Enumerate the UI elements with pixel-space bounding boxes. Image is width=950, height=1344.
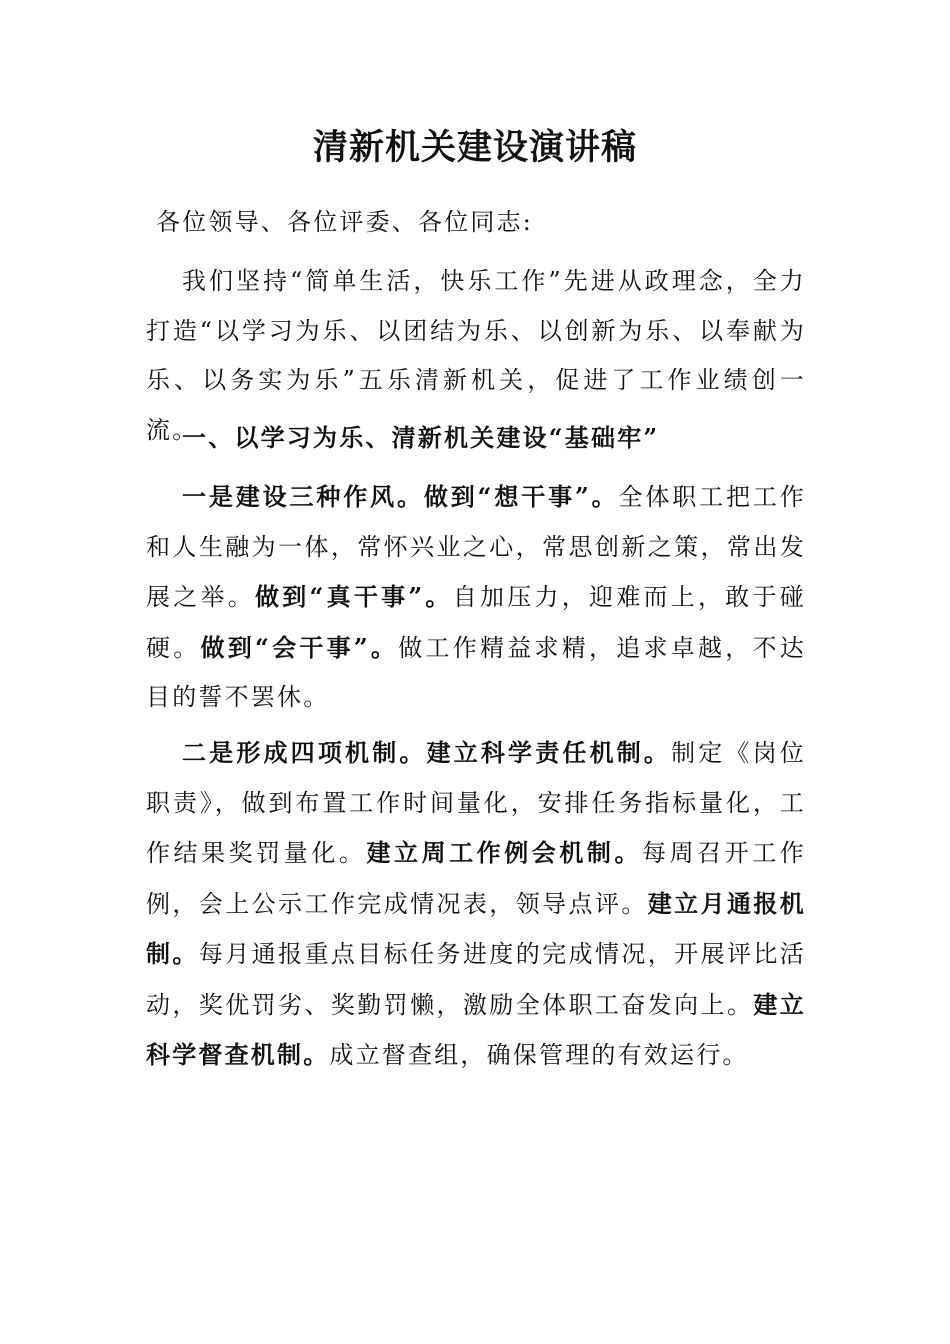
point-text: 每周召开工作例，会上公示工作完成情况表，领导点评。 [146, 839, 806, 918]
point-heading: 做到“会干事”。 [200, 632, 399, 662]
paragraph-lead: 二是形成四项机制。 [182, 738, 427, 767]
point-heading: 做到“想干事”。 [423, 482, 619, 511]
point-text: 做工作精益求精，追求卓越，不达目的誓不罢休。 [146, 633, 806, 711]
point-text: 全体职工把工作和人生融为一体，常怀兴业之心，常思创新之策，常出发展之举。 [146, 483, 806, 611]
point-heading: 建立科学责任机制。 [426, 738, 672, 767]
paragraph-three-styles [146, 472, 806, 723]
point-heading: 建立科学督查机制。 [146, 989, 806, 1069]
point-text: 成立督查组，确保管理的有效运行。 [329, 1041, 749, 1069]
document-title: 清新机关建设演讲稿 [312, 127, 637, 168]
point-text: 每月通报重点目标任务进度的完成情况，开展评比活动，奖优罚劣、奖勤罚懒，激励全体职工奋发向上。 [146, 940, 806, 1019]
point-text: 自加压力，迎难而上，敢于碰硬。 [146, 583, 806, 662]
paragraph-four-mechanisms [146, 728, 806, 1081]
point-text: 制定《岗位职责》，做到布置工作时间量化，安排任务指标量化，工作结果奖罚量化。 [146, 739, 806, 867]
section-heading-1: 一、以学习为乐、清新机关建设“基础牢” [182, 423, 660, 452]
point-heading: 建立月通报机制。 [146, 888, 806, 968]
intro-paragraph: 我们坚持“简单生活，快乐工作”先进从政理念，全力打造“以学习为乐、以团结为乐、以创新为乐、以奉献为乐、以务实为乐”五乐清新机关，促进了工作业绩创一流。 [146, 267, 806, 444]
point-heading: 建立周工作例会机制。 [366, 838, 643, 867]
point-heading: 做到“真干事”。 [255, 582, 453, 611]
greeting: 各位领导、各位评委、各位同志: [156, 208, 534, 236]
paragraph-lead: 一是建设三种作风。 [182, 482, 424, 511]
